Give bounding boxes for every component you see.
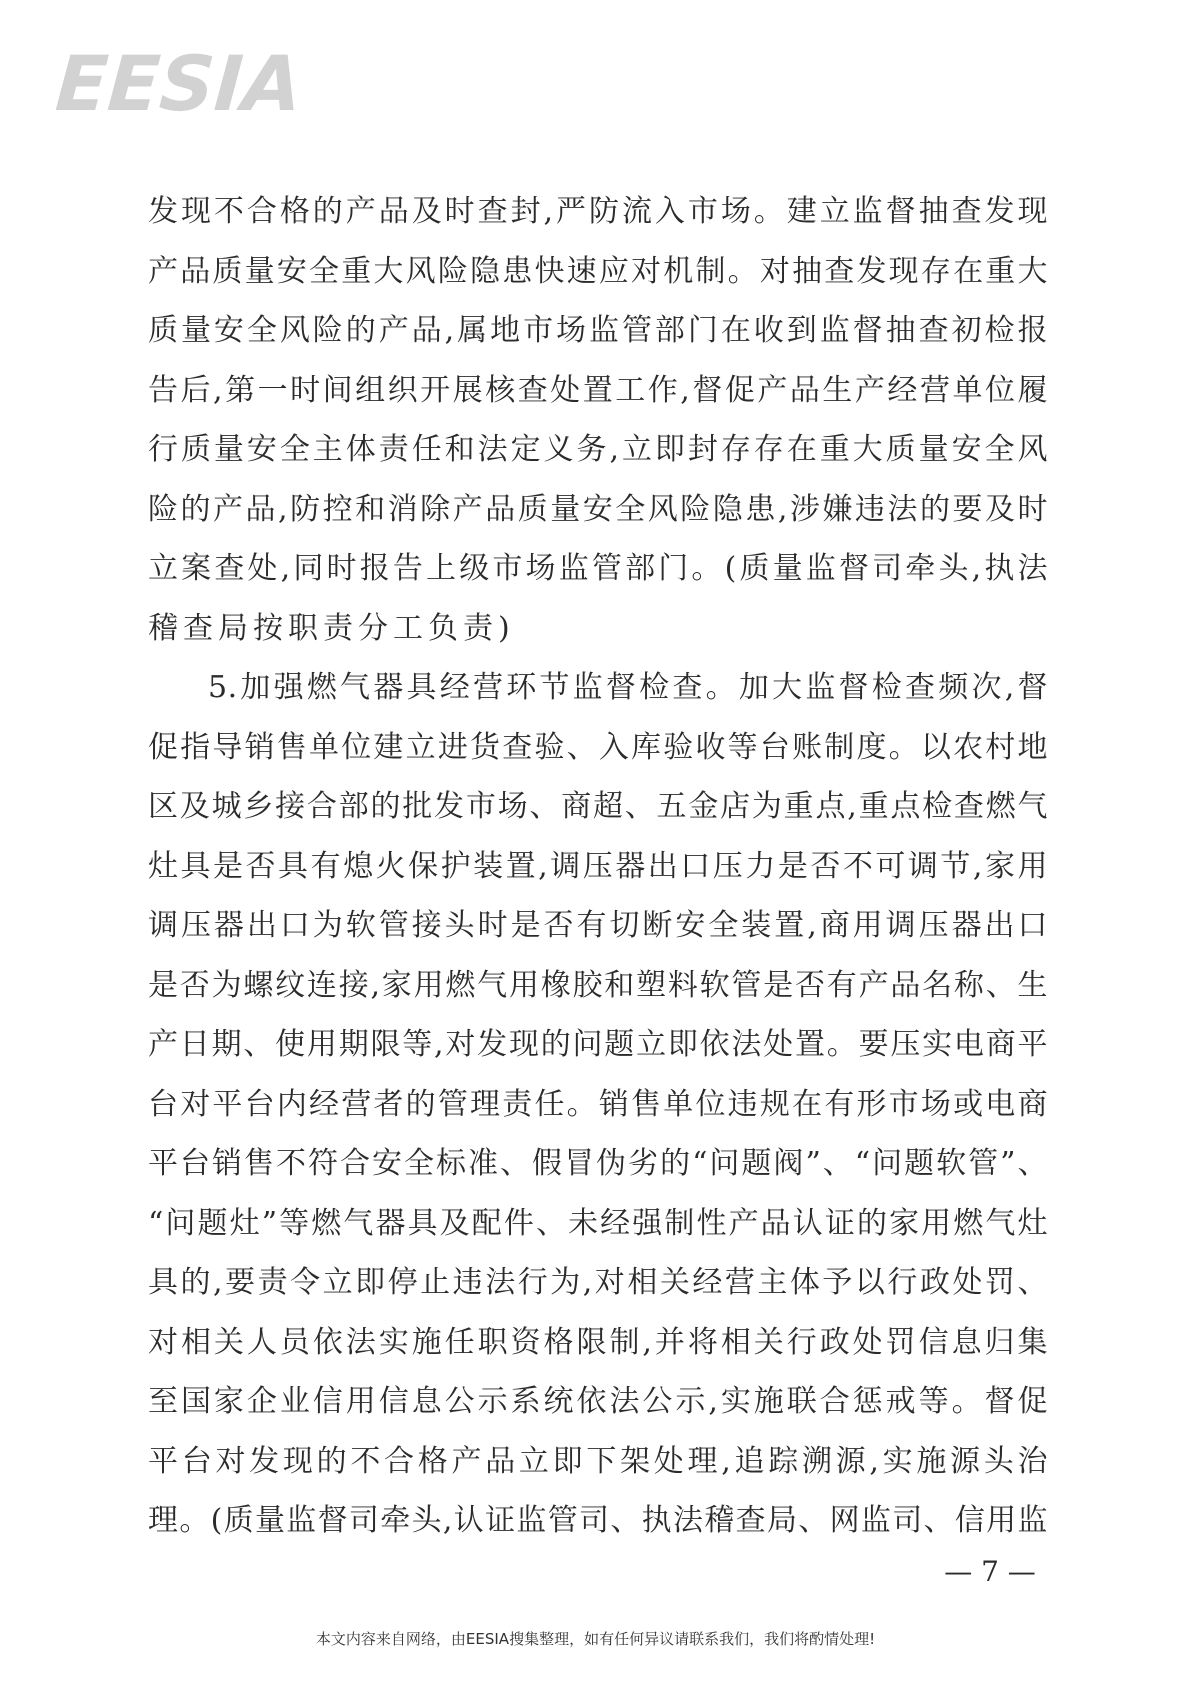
page-number: — 7 — <box>944 1555 1036 1588</box>
body-line: 促指导销售单位建立进货查验、入库验收等台账制度。以农村地 <box>148 729 1048 765</box>
body-line: 告后,第一时间组织开展核查处置工作,督促产品生产经营单位履 <box>148 372 1048 408</box>
body-line: 理。(质量监督司牵头,认证监管司、执法稽查局、网监司、信用监 <box>148 1503 1048 1538</box>
body-line: 调压器出口为软管接头时是否有切断安全装置,商用调压器出口 <box>148 908 1048 943</box>
footer-disclaimer: 本文内容来自网络，由EESIA搜集整理，如有任何异议请联系我们，我们将酌情处理! <box>315 1630 876 1648</box>
section-heading-line: 5.加强燃气器具经营环节监督检查。加大监督检查频次,督 <box>208 670 1048 705</box>
body-line: 险的产品,防控和消除产品质量安全风险隐患,涉嫌违法的要及时 <box>148 491 1048 527</box>
body-line: 至国家企业信用信息公示系统依法公示,实施联合惩戒等。督促 <box>148 1384 1048 1419</box>
body-line: 是否为螺纹连接,家用燃气用橡胶和塑料软管是否有产品名称、生 <box>148 967 1048 1003</box>
body-line: 发现不合格的产品及时查封,严防流入市场。建立监督抽查发现 <box>148 194 1048 229</box>
document-body <box>148 182 1048 1551</box>
body-line: “问题灶”等燃气器具及配件、未经强制性产品认证的家用燃气灶 <box>148 1205 1048 1241</box>
body-line: 平台销售不符合安全标准、假冒伪劣的“问题阀”、“问题软管”、 <box>148 1146 1048 1181</box>
body-line: 产品质量安全重大风险隐患快速应对机制。对抽查发现存在重大 <box>148 253 1048 289</box>
body-line: 立案查处,同时报告上级市场监管部门。(质量监督司牵头,执法 <box>148 551 1048 586</box>
body-line: 台对平台内经营者的管理责任。销售单位违规在有形市场或电商 <box>148 1086 1048 1122</box>
body-line: 灶具是否具有熄火保护装置,调压器出口压力是否不可调节,家用 <box>148 848 1048 884</box>
body-line: 区及城乡接合部的批发市场、商超、五金店为重点,重点检查燃气 <box>148 789 1048 824</box>
body-line: 质量安全风险的产品,属地市场监管部门在收到监督抽查初检报 <box>148 313 1048 348</box>
body-line: 稽查局按职责分工负责) <box>148 610 515 646</box>
body-line: 平台对发现的不合格产品立即下架处理,追踪溯源,实施源头治 <box>148 1443 1048 1479</box>
body-line: 具的,要责令立即停止违法行为,对相关经营主体予以行政处罚、 <box>148 1265 1048 1300</box>
body-line: 对相关人员依法实施任职资格限制,并将相关行政处罚信息归集 <box>148 1324 1048 1360</box>
body-line: 行质量安全主体责任和法定义务,立即封存存在重大质量安全风 <box>148 432 1048 467</box>
body-line: 产日期、使用期限等,对发现的问题立即依法处置。要压实电商平 <box>148 1027 1048 1062</box>
eesia-logo: EESIA <box>52 39 305 128</box>
